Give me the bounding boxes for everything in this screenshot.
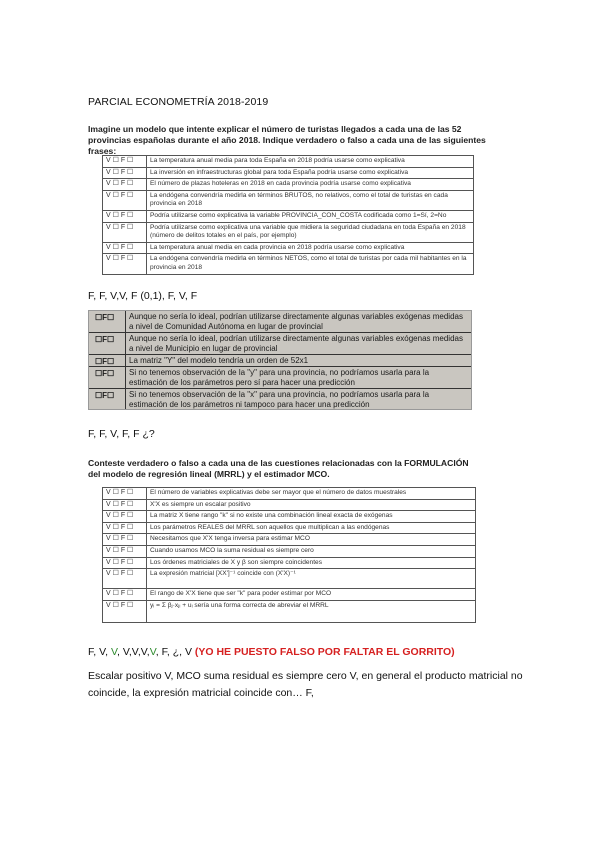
table-row [103, 190, 474, 210]
table-row [103, 534, 476, 546]
statement: Si no tenemos observación de la "x" para una provincia, no podríamos usarla para la estimación de los parámetros ni tampoco para hacer una predicción [129, 390, 430, 409]
answer-1: F, F, V,V, F (0,1), F, V, F [88, 290, 198, 302]
table-row [89, 311, 471, 333]
vf-options[interactable]: V ☐ F ☐ [103, 499, 147, 511]
vf-marker[interactable]: ☐F☐ [95, 391, 115, 400]
table-row [103, 179, 474, 191]
statement: Los parámetros REALES del MRRL son aquellos que multiplican a las endógenas [147, 522, 476, 534]
statement: Aunque no sería lo ideal, podrían utilizarse directamente algunas variables exógenas medidas a nivel de Comunidad Autónoma en lugar de provincial [129, 312, 463, 331]
table-row [103, 488, 476, 500]
page-title: PARCIAL ECONOMETRÍA 2018-2019 [88, 96, 269, 108]
statement: Aunque no sería lo ideal, podrían utilizarse directamente algunas variables exógenas medidas a nivel de Municipio en lugar de provincial [129, 334, 463, 353]
table-row [103, 254, 474, 274]
vf-options[interactable]: V ☐ F ☐ [103, 179, 147, 191]
vf-marker[interactable]: ☐F☐ [95, 313, 115, 322]
table-row [103, 242, 474, 254]
vf-options[interactable]: V ☐ F ☐ [103, 557, 147, 569]
vf-options[interactable]: V ☐ F ☐ [103, 488, 147, 500]
statement: Podría utilizarse como explicativa la variable PROVINCIA_CON_COSTA codificada como 1=Sí, 2=No [147, 210, 474, 222]
answer-part-green: V [110, 646, 118, 658]
vf-marker[interactable]: ☐F☐ [95, 357, 115, 366]
answer-part: F, V, [88, 646, 111, 658]
answer-part: , V,V,V, [117, 646, 150, 658]
table-row [103, 156, 474, 168]
statement: La matriz "Y" del modelo tendría un orden de 52x1 [129, 356, 309, 365]
vf-options[interactable]: V ☐ F ☐ [103, 534, 147, 546]
answer-3 [88, 646, 455, 658]
vf-options[interactable]: V ☐ F ☐ [103, 545, 147, 557]
table-row [89, 389, 471, 410]
vf-options[interactable]: V ☐ F ☐ [103, 522, 147, 534]
vf-options[interactable]: V ☐ F ☐ [103, 589, 147, 601]
table-row [103, 557, 476, 569]
question-intro-1: Imagine un modelo que intente explicar el número de turistas llegados a cada una de las 52 provincias españolas durante el año 2018. Indique verdadero o falso a cada una de las siguientes frases: [88, 124, 486, 156]
statement: La endógena convendría medirla en términos NETOS, como el total de turistas por cada mil habitantes en la provincia en 2018 [147, 254, 474, 274]
table-row [103, 210, 474, 222]
table-row [89, 333, 471, 355]
statement: El número de plazas hoteleras en 2018 en cada provincia podría usarse como explicativa [147, 179, 474, 191]
table-row [103, 167, 474, 179]
explanation-note: Escalar positivo V, MCO suma residual es siempre cero V, en general el producto matricial no coincide, la expresión matricial coincide con… F, [88, 670, 523, 699]
answer-note-red: (YO HE PUESTO FALSO POR FALTAR EL GORRITO) [194, 646, 455, 658]
table-row [103, 569, 476, 589]
question-intro-3: Conteste verdadero o falso a cada una de las cuestiones relacionadas con la FORMULACIÓN del modelo de regresión lineal (MRRL) y el estimador MCO. [88, 458, 469, 479]
table-row [103, 545, 476, 557]
table-row [103, 522, 476, 534]
table-row [89, 355, 471, 367]
vf-options[interactable]: V ☐ F ☐ [103, 569, 147, 589]
vf-options[interactable]: V ☐ F ☐ [103, 210, 147, 222]
statement: Los órdenes matriciales de X y β son siempre coincidentes [147, 557, 476, 569]
statement: Podría utilizarse como explicativa una variable que midiera la seguridad ciudadana en toda España en 2018 (número de delitos totales en el país, por ejemplo) [147, 222, 474, 242]
answer-2: F, F, V, F, F ¿? [88, 428, 155, 440]
answer-part: , F, ¿, V [155, 646, 195, 658]
vf-options[interactable]: V ☐ F ☐ [103, 254, 147, 274]
statement: La endógena convendría medirla en términos BRUTOS, no relativos, como el total de turistas en cada provincia en 2018 [147, 190, 474, 210]
vf-options[interactable]: V ☐ F ☐ [103, 190, 147, 210]
vf-options[interactable]: V ☐ F ☐ [103, 156, 147, 168]
vf-marker[interactable]: ☐F☐ [95, 335, 115, 344]
question-table-1 [102, 155, 474, 275]
statement: Necesitamos que X'X tenga inversa para estimar MCO [147, 534, 476, 546]
question-table-3 [102, 487, 476, 623]
statement: La expresión matricial [XX']⁻¹ coincide con (X'X)⁻¹ [147, 569, 476, 589]
vf-options[interactable]: V ☐ F ☐ [103, 167, 147, 179]
statement: yᵢ = Σ βⱼ·xⱼᵢ + uᵢ sería una forma correcta de abreviar el MRRL [147, 600, 476, 622]
table-row [103, 222, 474, 242]
table-row [103, 600, 476, 622]
vf-options[interactable]: V ☐ F ☐ [103, 600, 147, 622]
vf-options[interactable]: V ☐ F ☐ [103, 511, 147, 523]
statement: Si no tenemos observación de la "y" para una provincia, no podríamos usarla para la estimación de los parámetros pero sí para hacer una predicción [129, 368, 430, 387]
table-row [103, 511, 476, 523]
table-row [103, 589, 476, 601]
answer-part-green: V [149, 646, 156, 658]
statement: La inversión en infraestructuras global para toda España podría usarse como explicativa [147, 167, 474, 179]
table-row [103, 499, 476, 511]
statement: El rango de X'X tiene que ser "k" para poder estimar por MCO [147, 589, 476, 601]
vf-options[interactable]: V ☐ F ☐ [103, 242, 147, 254]
statement: La temperatura anual media en cada provincia en 2018 podría usarse como explicativa [147, 242, 474, 254]
photo-question-table-2 [88, 310, 472, 410]
vf-marker[interactable]: ☐F☐ [95, 369, 115, 378]
table-row [89, 367, 471, 389]
statement: El número de variables explicativas debe ser mayor que el número de datos muestrales [147, 488, 476, 500]
statement: La matriz X tiene rango "k" si no existe una combinación lineal exacta de exógenas [147, 511, 476, 523]
statement: X'X es siempre un escalar positivo [147, 499, 476, 511]
statement: La temperatura anual media para toda España en 2018 podría usarse como explicativa [147, 156, 474, 168]
statement: Cuando usamos MCO la suma residual es siempre cero [147, 545, 476, 557]
vf-options[interactable]: V ☐ F ☐ [103, 222, 147, 242]
